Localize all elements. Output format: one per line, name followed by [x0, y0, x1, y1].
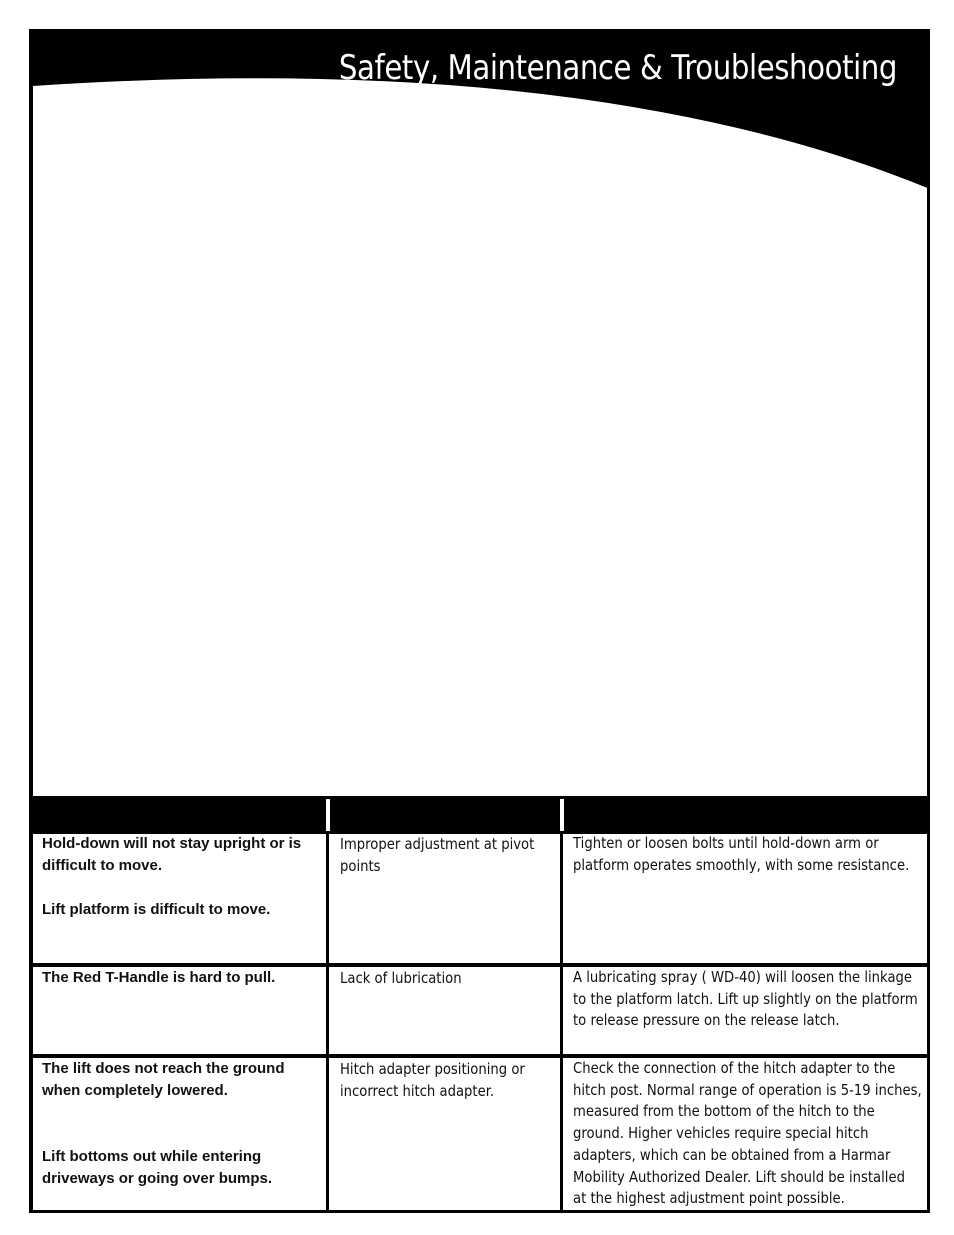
header-separator [560, 799, 564, 831]
table-row-3-problem [42, 1058, 322, 1190]
table-row-3-solution: Check the connection of the hitch adapter to the hitch post. Normal range of operation is 5-19 inches, measured from the bottom of the hitch to the ground. Higher vehicles require special hitch adapters, which can be obtained from a Harmar Mobility Authorized Dealer. Lift should be installed at the highest adjustment point possible. [573, 1059, 922, 1208]
column-header-problem [33, 799, 327, 829]
table-row-1-solution: Tighten or loosen bolts until hold-down arm or platform operates smoothly, with some resistance. [573, 834, 910, 874]
table-row-2-problem: The Red T-Handle is hard to pull. [42, 969, 276, 986]
table-header [33, 796, 927, 834]
table-row-2-solution [573, 967, 922, 1032]
problem-text: The lift does not reach the ground when completely lowered. [42, 1060, 285, 1099]
page-title: Safety, Maintenance & Troubleshooting [338, 48, 897, 88]
problem-text: Lift bottoms out while entering driveways or going over bumps. [42, 1148, 273, 1187]
table-row-3-cause: Hitch adapter positioning or incorrect hitch adapter. [340, 1060, 525, 1100]
table-row-2-cause: Lack of lubrication [340, 969, 462, 987]
column-divider [560, 834, 563, 1212]
solution-text: to release pressure on the release latch. [573, 1011, 840, 1030]
problem-text: Hold-down will not stay upright or is difficult to move. [42, 835, 302, 874]
solution-text: A lubricating spray ( WD-40) will loosen the linkage to the platform latch. Lift up slightly on the platform [573, 968, 918, 1008]
header-separator [326, 799, 330, 831]
page-frame [29, 29, 930, 1213]
table-row-1-problem [42, 833, 322, 921]
column-divider [326, 834, 329, 1212]
column-header-cause [331, 799, 563, 829]
table-row-1-cause: Improper adjustment at pivot points [340, 835, 535, 875]
column-header-solution [565, 799, 927, 829]
problem-text: Lift platform is difficult to move. [42, 901, 271, 918]
